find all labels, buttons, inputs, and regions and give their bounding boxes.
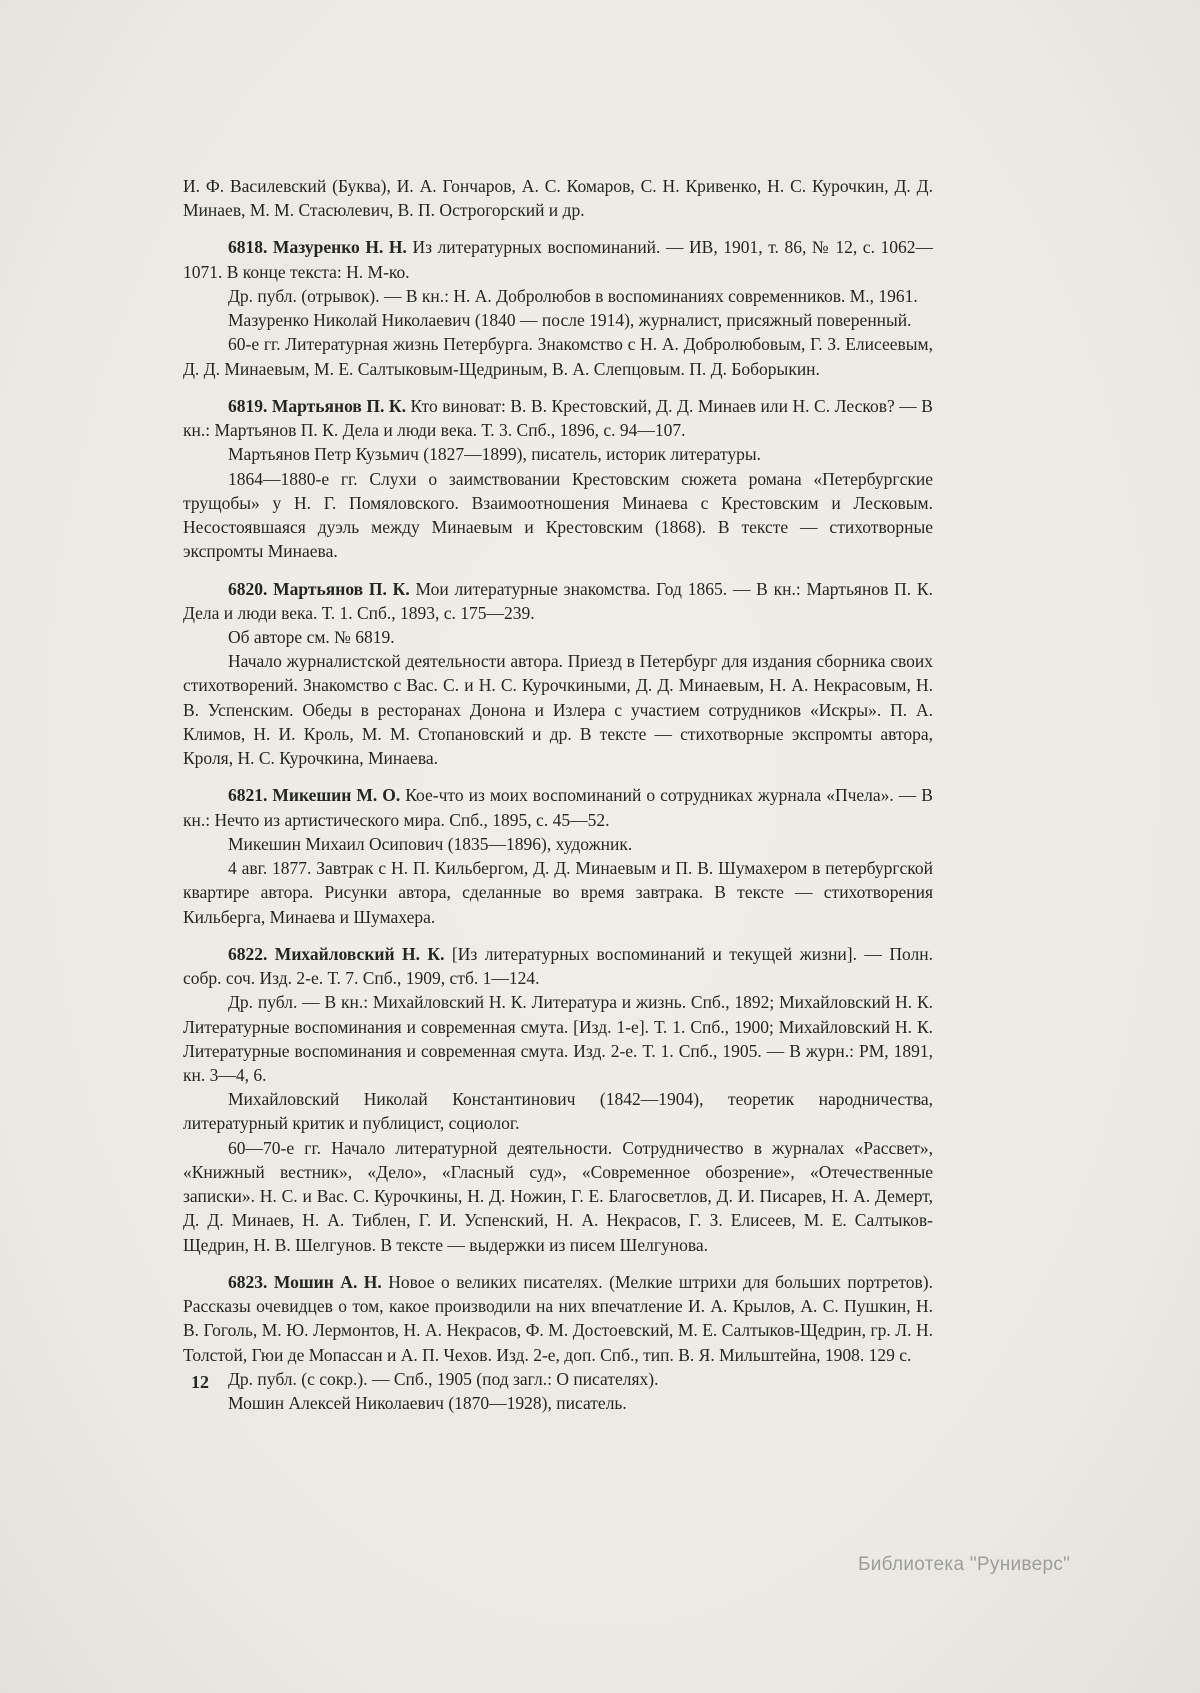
entry-paragraph: 60-е гг. Литературная жизнь Петербурга. Знакомство с Н. А. Добролюбовым, Г. З. Елисеевым, Д. Д. Минаевым, М. Е. Салтыковым-Щедриным, В. А. Слепцовым. П. Д. Боборыкин. xyxy=(183,334,933,379)
entry-6822 xyxy=(183,942,933,1257)
entry-paragraph: 4 авг. 1877. Завтрак с Н. П. Кильбергом, Д. Д. Минаевым и П. В. Шумахером в петербургской квартире автора. Рисунки автора, сделанные во время завтрака. В тексте — стихотворения Кильберга, Минаева и Шумахера. xyxy=(183,858,933,927)
entry-paragraph: Об авторе см. № 6819. xyxy=(228,626,395,647)
entry-title: Мои литературные знакомства. Год 1865. — В кн.: Мартьянов П. К. Дела и люди века. Т. 1. Спб., 1893, с. 175—239. xyxy=(183,578,933,623)
entry-number-author: 6820. Мартьянов П. К. xyxy=(228,578,410,599)
entry-paragraph: Начало журналистской деятельности автора. Приезд в Петербург для издания сборника своих стихотворений. Знакомство с Вас. С. и Н. С. Курочкиными, Д. Д. Минаевым, Н. А. Некрасовым, Н. В. Успенским. Обеды в ресторанах Донона и Излера с участием сотрудников «Искры». П. А. Климов, Н. И. Кроль, М. М. Стопановский и др. В тексте — стихотворные экспромты автора, Кроля, Н. С. Курочкина, Минаева. xyxy=(183,651,933,769)
entry-6823 xyxy=(183,1270,933,1415)
entry-paragraph: Мошин Алексей Николаевич (1870—1928), писатель. xyxy=(228,1393,627,1414)
entry-paragraph: Др. публ. — В кн.: Михайловский Н. К. Литература и жизнь. Спб., 1892; Михайловский Н. К. Литературные воспоминания и современная смута. [Изд. 1-е]. Т. 1. Спб., 1900; Михайловский Н. К. Литературные воспоминания и современная смута. Изд. 2-е. Т. 1. Спб., 1905. — В журн.: РМ, 1891, кн. 3—4, 6. xyxy=(183,992,933,1085)
entry-title: Кто виноват: В. В. Крестовский, Д. Д. Минаев или Н. С. Лесков? — В кн.: Мартьянов П. К. Дела и люди века. Т. 3. Спб., 1896, с. 94—107. xyxy=(183,395,933,441)
entry-6819 xyxy=(183,394,933,564)
entry-title: [Из литературных воспоминаний и текущей жизни]. — Полн. собр. соч. Изд. 2-е. Т. 7. Спб., 1909, стб. 1—124. xyxy=(183,943,933,989)
entry-6820 xyxy=(183,577,933,771)
entry-heading xyxy=(183,942,933,990)
entry-title: Новое о великих писателях. (Мелкие штрихи для больших портретов). Рассказы очевидцев о том, какое производили на них впечатление И. А. Крылов, А. С. Пушкин, Н. В. Гоголь, М. Ю. Лермонтов, Н. А. Некрасов, Ф. М. Достоевский, М. Е. Салтыков-Щедрин, гр. Л. Н. Толстой, Гюи де Мопассан и А. П. Чехов. Изд. 2-е, доп. Спб., тип. В. Я. Мильштейна, 1908. 129 с. xyxy=(183,1271,933,1365)
entry-6821 xyxy=(183,783,933,928)
entry-title: Из литературных воспоминаний. — ИВ, 1901, т. 86, № 12, с. 1062—1071. В конце текста: Н. М-ко. xyxy=(183,237,934,282)
continuation-paragraph: И. Ф. Василевский (Буква), И. А. Гончаров, А. С. Комаров, С. Н. Кривенко, Н. С. Курочкин, Д. Д. Минаев, М. М. Стасюлевич, В. П. Острогорский и др. xyxy=(183,176,933,221)
entry-number-author: 6823. Мошин А. Н. xyxy=(228,1271,382,1292)
entry-heading xyxy=(183,235,933,283)
entry-heading xyxy=(183,394,933,442)
entry-heading xyxy=(183,1270,933,1367)
entry-paragraph: 60—70-е гг. Начало литературной деятельности. Сотрудничество в журналах «Рассвет», «Книжный вестник», «Дело», «Гласный суд», «Современное обозрение», «Отечественные записки». Н. С. и Вас. С. Курочкины, Н. Д. Ножин, Г. Е. Благосветлов, Д. И. Писарев, Н. А. Демерт, Д. Д. Минаев, Н. А. Тиблен, Г. И. Успенский, Н. А. Некрасов, Г. З. Елисеев, М. Е. Салтыков-Щедрин, Н. В. Шелгунов. В тексте — выдержки из писем Шелгунова. xyxy=(183,1137,933,1255)
entry-number-author: 6821. Микешин М. О. xyxy=(228,785,401,806)
entry-paragraph: Мазуренко Николай Николаевич (1840 — после 1914), журналист, присяжный поверенный. xyxy=(228,310,912,331)
entry-heading xyxy=(183,783,933,831)
entry-number-author: 6822. Михайловский Н. К. xyxy=(228,943,445,964)
entry-6818 xyxy=(183,235,933,380)
page-number: 12 xyxy=(191,1372,209,1392)
entry-paragraph: Михайловский Николай Константинович (1842—1904), теоретик народничества, литературный критик и публицист, социолог. xyxy=(183,1089,933,1134)
entry-title: Кое-что из моих воспоминаний о сотрудниках журнала «Пчела». — В кн.: Нечто из артистического мира. Спб., 1895, с. 45—52. xyxy=(183,785,933,830)
entry-paragraph: Др. публ. (с сокр.). — Спб., 1905 (под загл.: О писателях). xyxy=(228,1368,659,1389)
entry-heading xyxy=(183,577,933,625)
watermark: Библиотека "Руниверс" xyxy=(858,1554,1071,1575)
bibliography-text xyxy=(183,174,933,1415)
entry-number-author: 6819. Мартьянов П. К. xyxy=(228,395,406,416)
entry-paragraph: Микешин Михаил Осипович (1835—1896), художник. xyxy=(228,833,633,854)
entry-number-author: 6818. Мазуренко Н. Н. xyxy=(228,237,407,258)
entry-paragraph: Мартьянов Петр Кузьмич (1827—1899), писатель, историк литературы. xyxy=(228,444,762,465)
entry-paragraph: Др. публ. (отрывок). — В кн.: Н. А. Добролюбов в воспоминаниях современников. М., 1961. xyxy=(228,285,918,306)
entry-paragraph: 1864—1880-е гг. Слухи о заимствовании Крестовским сюжета романа «Петербургские трущобы» у Н. Г. Помяловского. Взаимоотношения Минаева с Крестовским и Лесковым. Несостоявшаяся дуэль между Минаевым и Крестовским (1868). В тексте — стихотворные экспромты Минаева. xyxy=(183,468,933,562)
